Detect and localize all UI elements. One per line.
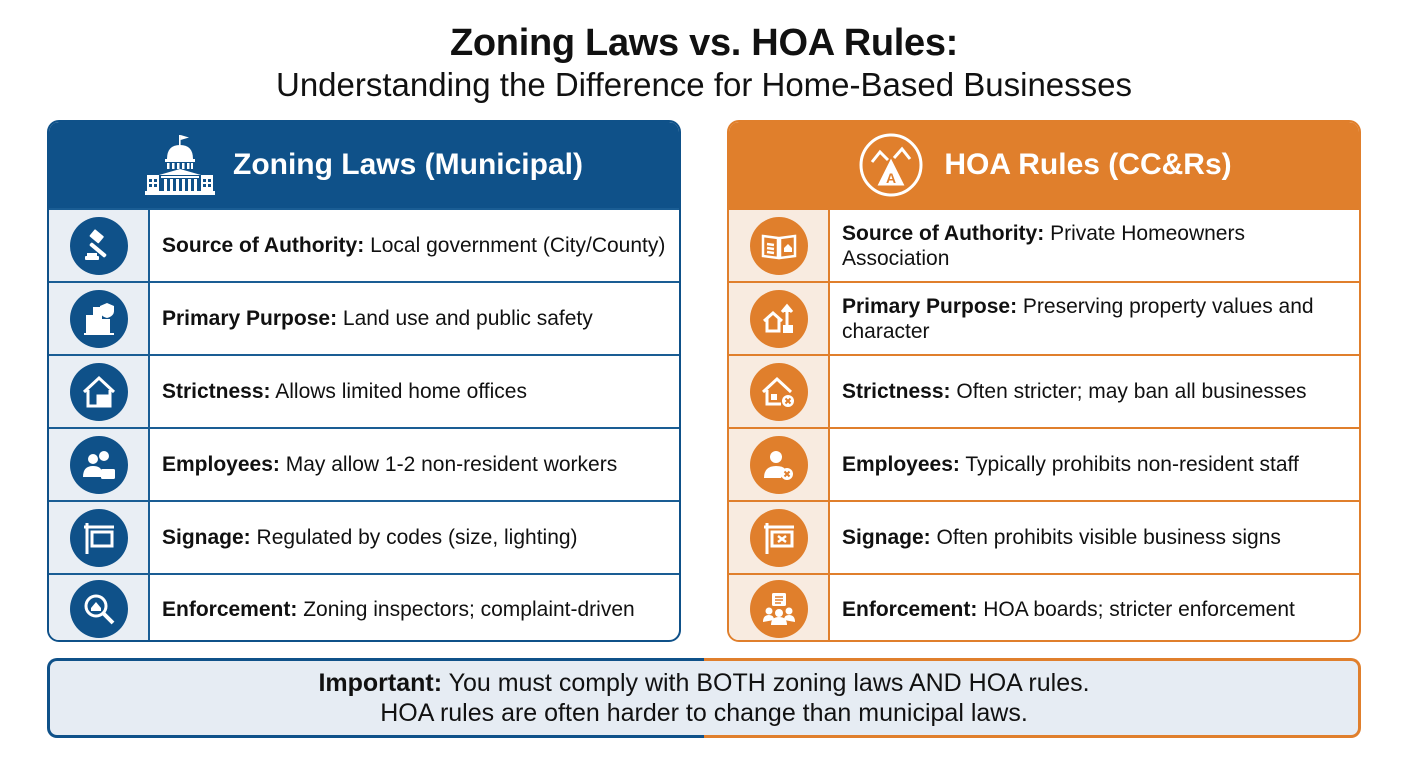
- zoning-header-title: Zoning Laws (Municipal): [233, 148, 583, 181]
- row-text: Typically prohibits non-resident staff: [965, 453, 1299, 476]
- row-label: Employees:: [842, 453, 960, 476]
- row-text: Private Homeowners Association: [842, 221, 1245, 270]
- employees-briefcase-icon: [70, 436, 128, 494]
- zoning-row-signage: [49, 500, 679, 573]
- zoning-row-purpose: [49, 281, 679, 354]
- zoning-header: [49, 122, 679, 208]
- rule-book-icon: [750, 217, 808, 275]
- row-label: Strictness:: [842, 380, 951, 403]
- hoa-header: [729, 122, 1359, 208]
- house-banned-icon: [750, 363, 808, 421]
- row-text: Often prohibits visible business signs: [936, 526, 1281, 549]
- row-label: Signage:: [162, 526, 251, 549]
- row-text: Often stricter; may ban all businesses: [956, 380, 1307, 403]
- house-value-up-icon: [750, 290, 808, 348]
- row-text: Zoning inspectors; complaint-driven: [303, 597, 635, 621]
- home-office-icon: [70, 363, 128, 421]
- zoning-row-source: [49, 208, 679, 281]
- page-subtitle: Understanding the Difference for Home-Based Businesses: [275, 66, 1133, 103]
- row-label: Strictness:: [162, 380, 271, 403]
- person-banned-icon: [750, 436, 808, 494]
- row-text: Local government (City/County): [370, 234, 666, 257]
- row-text: Regulated by codes (size, lighting): [256, 526, 578, 549]
- row-label: Enforcement:: [162, 597, 298, 621]
- row-text: HOA boards; stricter enforcement: [983, 597, 1295, 621]
- zoning-panel: [47, 120, 681, 642]
- hoa-row-signage: [729, 500, 1359, 573]
- hoa-houses-icon: [856, 132, 926, 198]
- row-label: Primary Purpose:: [842, 294, 1018, 318]
- svg-text:A: A: [886, 170, 897, 186]
- hoa-panel: [727, 120, 1361, 642]
- hoa-header-title: HOA Rules (CC&Rs): [944, 148, 1232, 181]
- page-title: Zoning Laws vs. HOA Rules:: [449, 22, 959, 64]
- hoa-row-employees: [729, 427, 1359, 500]
- row-text: Preserving property values and character: [842, 294, 1314, 343]
- city-shield-icon: [70, 290, 128, 348]
- hoa-row-source: [729, 208, 1359, 281]
- capitol-building-icon: [145, 132, 215, 198]
- row-label: Primary Purpose:: [162, 307, 338, 330]
- zoning-row-enforcement: [49, 573, 679, 642]
- hoa-row-purpose: [729, 281, 1359, 354]
- sign-banned-icon: [750, 509, 808, 567]
- note-text-1: You must comply with BOTH zoning laws AND HOA rules.: [448, 669, 1090, 697]
- gavel-icon: [70, 217, 128, 275]
- row-label: Enforcement:: [842, 597, 978, 621]
- hanging-sign-icon: [70, 509, 128, 567]
- note-line-2: HOA rules are often harder to change than municipal laws.: [380, 699, 1028, 727]
- row-label: Signage:: [842, 526, 931, 549]
- row-label: Employees:: [162, 453, 280, 476]
- board-meeting-icon: [750, 580, 808, 638]
- zoning-row-employees: [49, 427, 679, 500]
- hoa-row-strictness: [729, 354, 1359, 427]
- important-note: [47, 658, 1361, 738]
- note-line-1: [318, 668, 1089, 698]
- row-text: Land use and public safety: [342, 307, 593, 330]
- note-label: Important:: [318, 669, 443, 697]
- zoning-row-strictness: [49, 354, 679, 427]
- magnifier-house-icon: [70, 580, 128, 638]
- row-text: Allows limited home offices: [275, 380, 527, 403]
- row-label: Source of Authority:: [162, 234, 365, 257]
- row-text: May allow 1-2 non-resident workers: [285, 453, 618, 476]
- row-label: Source of Authority:: [842, 221, 1045, 245]
- hoa-row-enforcement: [729, 573, 1359, 642]
